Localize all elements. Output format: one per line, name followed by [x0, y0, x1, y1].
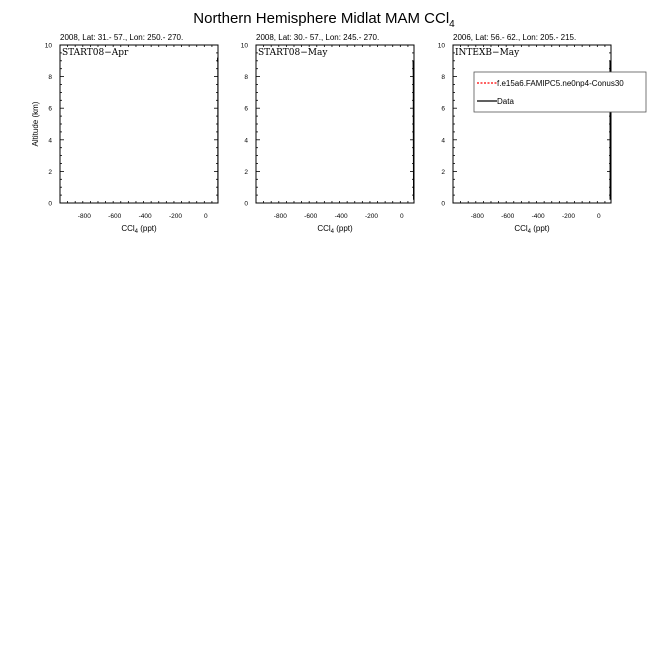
x-axis-label: CCl$_4$ (ppt) [121, 224, 157, 235]
y-tick-label: 10 [240, 42, 248, 50]
figure-title: Northern Hemisphere Midlat MAM CCl$_4$ [193, 10, 455, 30]
y-tick-label: 0 [48, 200, 52, 208]
y-tick-label: 2 [48, 168, 52, 176]
x-tick-label: -400 [531, 213, 545, 220]
y-tick-label: 0 [244, 200, 248, 208]
x-tick-label: -600 [304, 213, 318, 220]
panel-label: START08−Apr [62, 48, 129, 58]
y-tick-label: 4 [48, 137, 52, 145]
y-tick-label: 6 [244, 105, 248, 113]
x-axis-label: CCl$_4$ (ppt) [514, 224, 550, 235]
x-tick-label: -800 [273, 213, 287, 220]
panel-label: INTEXB−May [455, 48, 520, 58]
panel-label: START08−May [258, 48, 328, 58]
y-tick-label: 8 [441, 74, 445, 82]
y-tick-label: 10 [437, 42, 445, 50]
x-axis-label: CCl$_4$ (ppt) [317, 224, 353, 235]
y-tick-label: 4 [441, 137, 445, 145]
x-tick-label: -800 [470, 213, 484, 220]
panel-header: 2008, Lat: 30.- 57., Lon: 245.- 270. [256, 33, 380, 42]
y-tick-label: 8 [48, 74, 52, 82]
legend-label: f.e15a6.FAMIPC5.ne0np4-Conus30 [497, 79, 624, 88]
x-tick-label: 0 [400, 213, 404, 220]
x-tick-label: -400 [334, 213, 348, 220]
y-tick-label: 4 [244, 137, 248, 145]
x-tick-label: -600 [108, 213, 122, 220]
x-tick-label: 0 [204, 213, 208, 220]
y-tick-label: 8 [244, 74, 248, 82]
panel-header: 2006, Lat: 56.- 62., Lon: 205.- 215. [453, 33, 577, 42]
panel-header: 2008, Lat: 31.- 57., Lon: 250.- 270. [60, 33, 184, 42]
y-tick-label: 0 [441, 200, 445, 208]
x-tick-label: -200 [364, 213, 378, 220]
x-tick-label: -800 [77, 213, 91, 220]
x-tick-label: -200 [561, 213, 575, 220]
legend-label: Data [497, 97, 514, 106]
legend-box [474, 72, 646, 112]
series-line-1 [413, 61, 414, 200]
x-tick-label: -400 [138, 213, 152, 220]
y-tick-label: 10 [44, 42, 52, 50]
x-tick-label: -600 [501, 213, 515, 220]
y-tick-label: 2 [244, 168, 248, 176]
y-tick-label: 6 [48, 105, 52, 113]
y-axis-label: Altitude (km) [31, 101, 40, 147]
y-tick-label: 2 [441, 168, 445, 176]
x-tick-label: 0 [597, 213, 601, 220]
x-tick-label: -200 [168, 213, 182, 220]
y-tick-label: 6 [441, 105, 445, 113]
